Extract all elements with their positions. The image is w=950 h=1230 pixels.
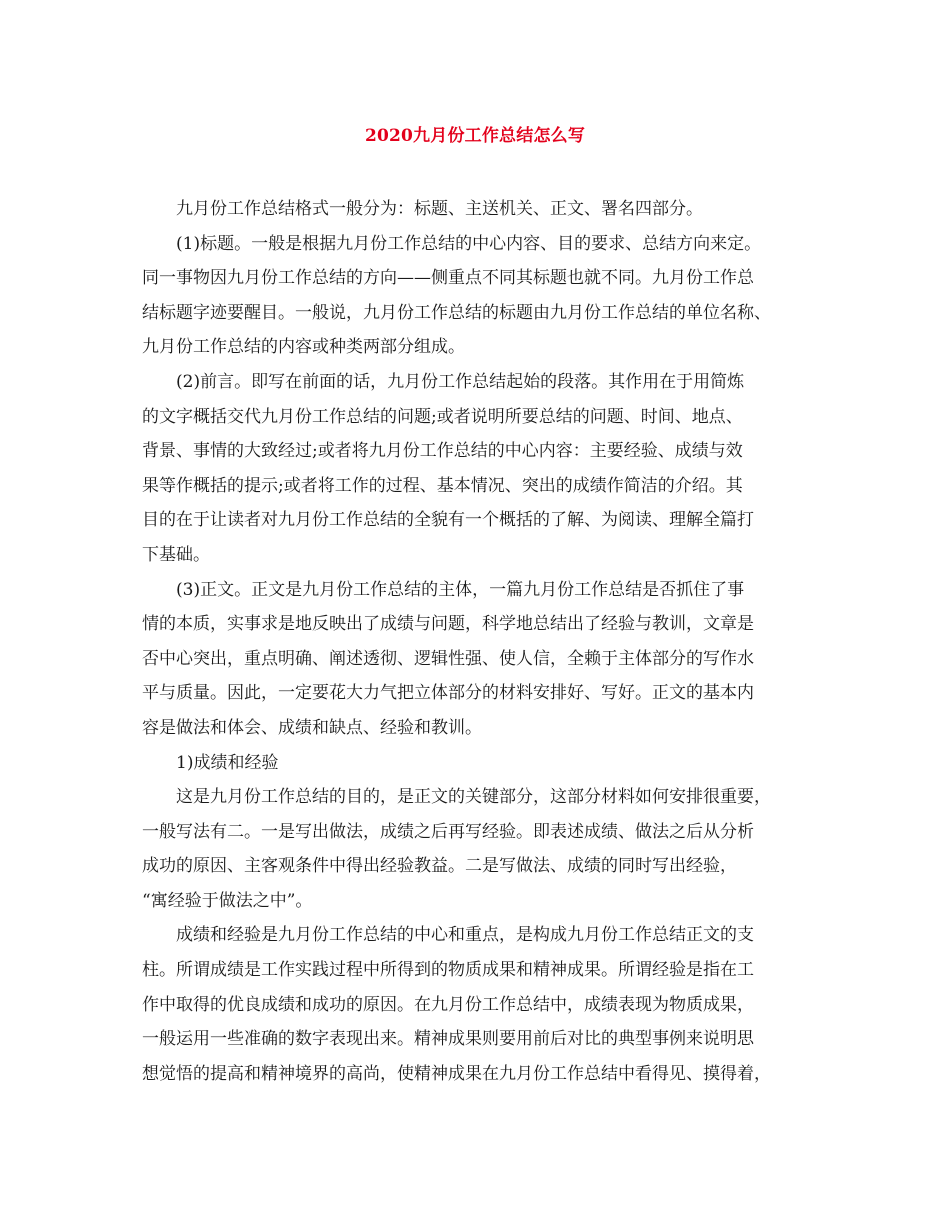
document-body <box>142 192 818 1091</box>
body-line: (3)正文。正文是九月份工作总结的主体，一篇九月份工作总结是否抓住了事 <box>176 579 745 600</box>
body-line: 情的本质，实事求是地反映出了成绩与问题，科学地总结出了经验与教训，文章是 <box>142 614 754 635</box>
body-line: 柱。所谓成绩是工作实践过程中所得到的物质成果和精神成果。所谓经验是指在工 <box>142 960 754 981</box>
body-line: 的文字概括交代九月份工作总结的问题;或者说明所要总结的问题、时间、地点、 <box>142 406 743 427</box>
body-line: (1)标题。一般是根据九月份工作总结的中心内容、目的要求、总结方向来定。 <box>176 233 762 254</box>
body-line: (2)前言。即写在前面的话，九月份工作总结起始的段落。其作用在于用简炼 <box>176 371 745 392</box>
body-line: 这是九月份工作总结的目的，是正文的关键部分，这部分材料如何安排很重要， <box>176 787 771 808</box>
body-line: 目的在于让读者对九月份工作总结的全貌有一个概括的了解、为阅读、理解全篇打 <box>142 510 754 531</box>
body-line: 果等作概括的提示;或者将工作的过程、基本情况、突出的成绩作简洁的介绍。其 <box>142 475 743 496</box>
body-line: 一般写法有二。一是写出做法，成绩之后再写经验。即表述成绩、做法之后从分析 <box>142 821 754 842</box>
body-line: 同一事物因九月份工作总结的方向——侧重点不同其标题也就不同。九月份工作总 <box>142 268 754 289</box>
document-title: 2020九月份工作总结怎么写 <box>364 126 586 146</box>
body-line: 背景、事情的大致经过;或者将九月份工作总结的中心内容：主要经验、成绩与效 <box>142 441 743 462</box>
body-line: 1)成绩和经验 <box>176 752 279 773</box>
body-line: 九月份工作总结格式一般分为：标题、主送机关、正文、署名四部分。 <box>176 199 703 219</box>
body-line: “寓经验于做法之中”。 <box>142 890 313 911</box>
body-line: 作中取得的优良成绩和成功的原因。在九月份工作总结中，成绩表现为物质成果， <box>142 994 754 1015</box>
body-line: 否中心突出，重点明确、阐述透彻、逻辑性强、使人信，全赖于主体部分的写作水 <box>142 648 754 669</box>
body-line: 容是做法和体会、成绩和缺点、经验和教训。 <box>142 717 482 738</box>
body-line: 一般运用一些准确的数字表现出来。精神成果则要用前后对比的典型事例来说明思 <box>142 1029 754 1050</box>
body-line: 结标题字迹要醒目。一般说，九月份工作总结的标题由九月份工作总结的单位名称、 <box>142 302 771 323</box>
body-line: 成功的原因、主客观条件中得出经验教益。二是写做法、成绩的同时写出经验， <box>142 856 737 877</box>
body-line: 平与质量。因此，一定要花大力气把立体部分的材料安排好、写好。正文的基本内 <box>142 683 754 704</box>
body-line: 下基础。 <box>142 544 210 565</box>
body-line: 成绩和经验是九月份工作总结的中心和重点，是构成九月份工作总结正文的支 <box>176 925 754 946</box>
body-line: 想觉悟的提高和精神境界的高尚，使精神成果在九月份工作总结中看得见、摸得着， <box>142 1063 771 1084</box>
body-line: 九月份工作总结的内容或种类两部分组成。 <box>142 337 465 358</box>
